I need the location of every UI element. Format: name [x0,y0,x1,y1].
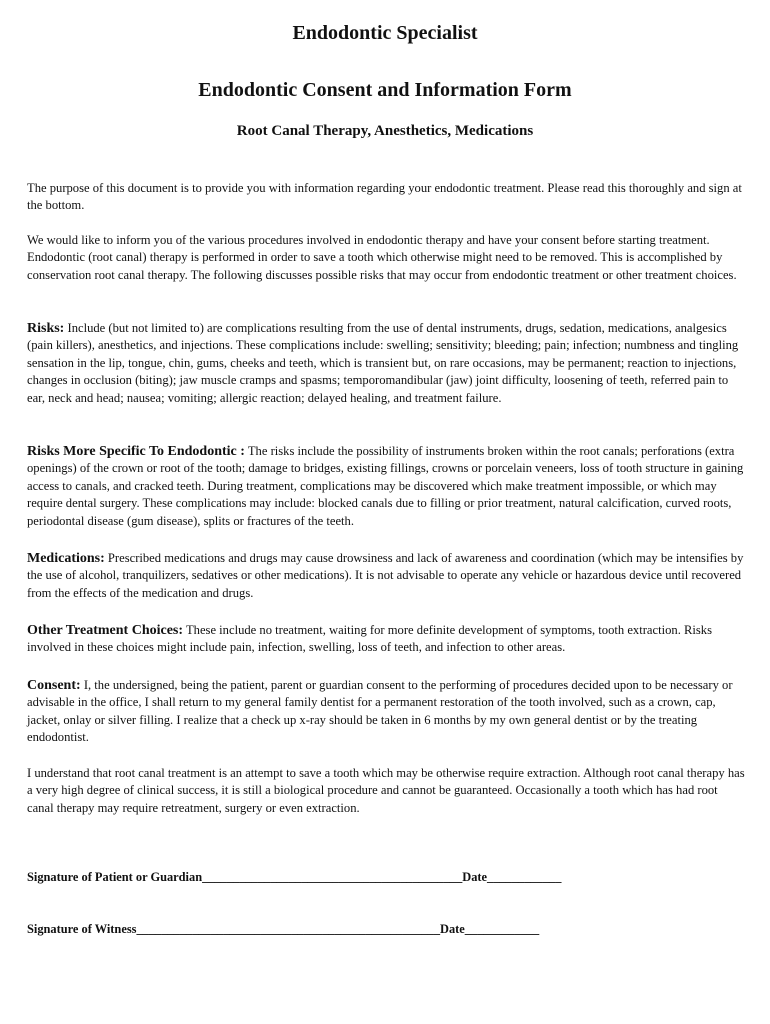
form-subtitle: Root Canal Therapy, Anesthetics, Medications [236,123,534,139]
medications-label: Medications: [27,551,105,566]
risks-text: Include (but not limited to) are complications resulting from the use of dental instruments, drugs, sedation, medications, analgesics (pain killers), anesthetics, and injections. These complications include: swelling; sensitivity; bleeding; pain; infection; numbness and tingling sensation in the lip, tongue, chin, gums, cheeks and teeth, which is transient but, on rare occasions, may be permanent; reaction to injections, changes in occlusion (biting); jaw muscle cramps and spasms; temporomandibular (jaw) joint difficulty, loosening of teeth, referred pain to ear, neck and head; nausea; vomiting; allergic reaction; delayed healing, and treatment failure. [27,321,739,405]
other-treatment-label: Other Treatment Choices: [27,623,184,638]
form-title: Endodontic Consent and Information Form [198,79,572,101]
consent-label: Consent: [27,678,81,693]
specific-risks-text: The risks include the possibility of instruments broken within the root canals; perforations (extra openings) of the crown or root of the tooth; damage to bridges, existing fillings, crowns or porcelain veneers, loss of tooth structure in gaining access to canals, and cracked teeth. During treatment, complications may be discovered which make treatment impossible, or which may require dental surgery. These complications may include: blocked canals due to filling or prior treatment, natural calcification, curved roots, periodontal disease (gum disease), splits or fractures of the teeth. [27,444,744,528]
risks-paragraph [27,320,745,407]
purpose-paragraph: The purpose of this document is to provide you with information regarding your endodontic treatment. Please read this thoroughly and sign at the bottom. [27,181,742,213]
consent-paragraph [27,677,745,747]
intro-paragraph: We would like to inform you of the various procedures involved in endodontic therapy and have your consent before starting treatment. Endodontic (root canal) therapy is performed in order to save a tooth which otherwise might need to be removed. This is accomplished by conservation root canal therapy. The following discusses possible risks that may occur from endodontic treatment or other treatment choices. [27,233,737,282]
practice-name: Endodontic Specialist [292,22,478,44]
risks-label: Risks: [27,321,65,336]
medications-text: Prescribed medications and drugs may cause drowsiness and lack of awareness and coordination (which may be intensifies by the use of alcohol, tranquilizers, sedatives or other medications). It is not advisable to operate any vehicle or hazardous device until recovered from the effects of the medication and drugs. [27,551,744,600]
specific-risks-paragraph [27,443,745,530]
patient-signature-line[interactable]: Signature of Patient or Guardian__________________________________________Date____________ [27,870,562,884]
specific-risks-label: Risks More Specific To Endodontic : [27,444,245,459]
other-treatment-text: These include no treatment, waiting for more definite development of symptoms, tooth extraction. Risks involved in these choices might include pain, infection, swelling, loss of teeth, and infection to other areas. [27,623,712,655]
other-treatment-paragraph [27,622,745,657]
understand-paragraph: I understand that root canal treatment is an attempt to save a tooth which may be otherwise require extraction. Although root canal therapy has a very high degree of clinical success, it is still a biological procedure and cannot be guaranteed. Occasionally a tooth which has had root canal therapy may require retreatment, surgery or even extraction. [27,766,745,815]
witness-signature-line[interactable]: Signature of Witness_________________________________________________Date____________ [27,922,540,936]
consent-text: I, the undersigned, being the patient, parent or guardian consent to the performing of procedures decided upon to be necessary or advisable in the office, I shall return to my general family dentist for a permanent restoration of the tooth involved, such as a crown, cap, jacket, onlay or silver filling. I realize that a check up x-ray should be taken in 6 months by my own general dentist or by the treating endodontist. [27,678,733,745]
medications-paragraph [27,550,745,602]
